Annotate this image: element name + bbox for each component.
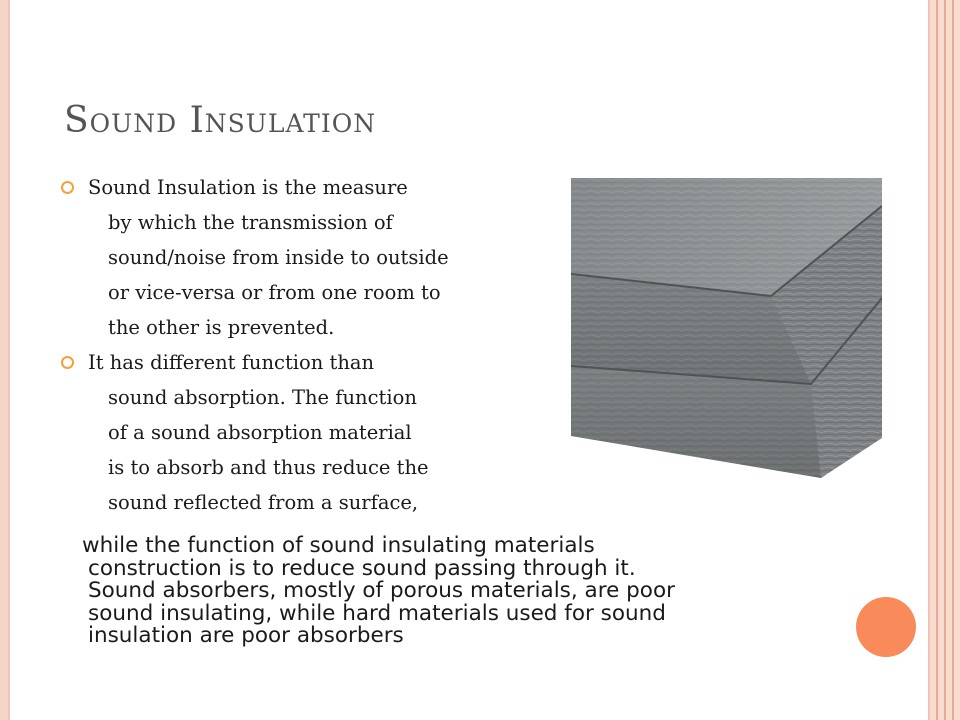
list-item (62, 345, 842, 520)
continuation-line: Sound absorbers, mostly of porous materials, are poor (88, 578, 675, 603)
bullet-circle-icon (61, 356, 74, 369)
slide-title: Sound Insulation (64, 100, 377, 141)
bullet-list (62, 170, 842, 520)
decorative-orange-circle (856, 597, 916, 657)
bullet-text-line: of a sound absorption material (108, 421, 412, 444)
bullet-text-line: sound/noise from inside to outside (108, 246, 449, 269)
continuation-line: while the function of sound insulating materials (82, 533, 595, 558)
list-item (62, 170, 842, 345)
bullet-text-line: Sound Insulation is the measure (88, 176, 408, 199)
bullet-text-line: is to absorb and thus reduce the (108, 456, 429, 479)
continuation-line: sound insulating, while hard materials used for sound (88, 600, 666, 626)
bullet-circle-icon (61, 181, 74, 194)
bullet-text-line: or vice-versa or from one room to (108, 281, 441, 304)
bullet-text-line: sound reflected from a surface, (108, 491, 419, 514)
continuation-paragraph (82, 533, 675, 648)
bullet-text-line: sound absorption. The function (108, 386, 417, 409)
right-frame-border (930, 0, 960, 720)
bullet-text-line: It has different function than (88, 351, 375, 374)
continuation-line: insulation are poor absorbers (88, 623, 404, 648)
continuation-line: construction is to reduce sound passing through it. (88, 555, 636, 581)
bullet-text-line: the other is prevented. (108, 316, 335, 339)
bullet-text-line: by which the transmission of (108, 211, 393, 234)
